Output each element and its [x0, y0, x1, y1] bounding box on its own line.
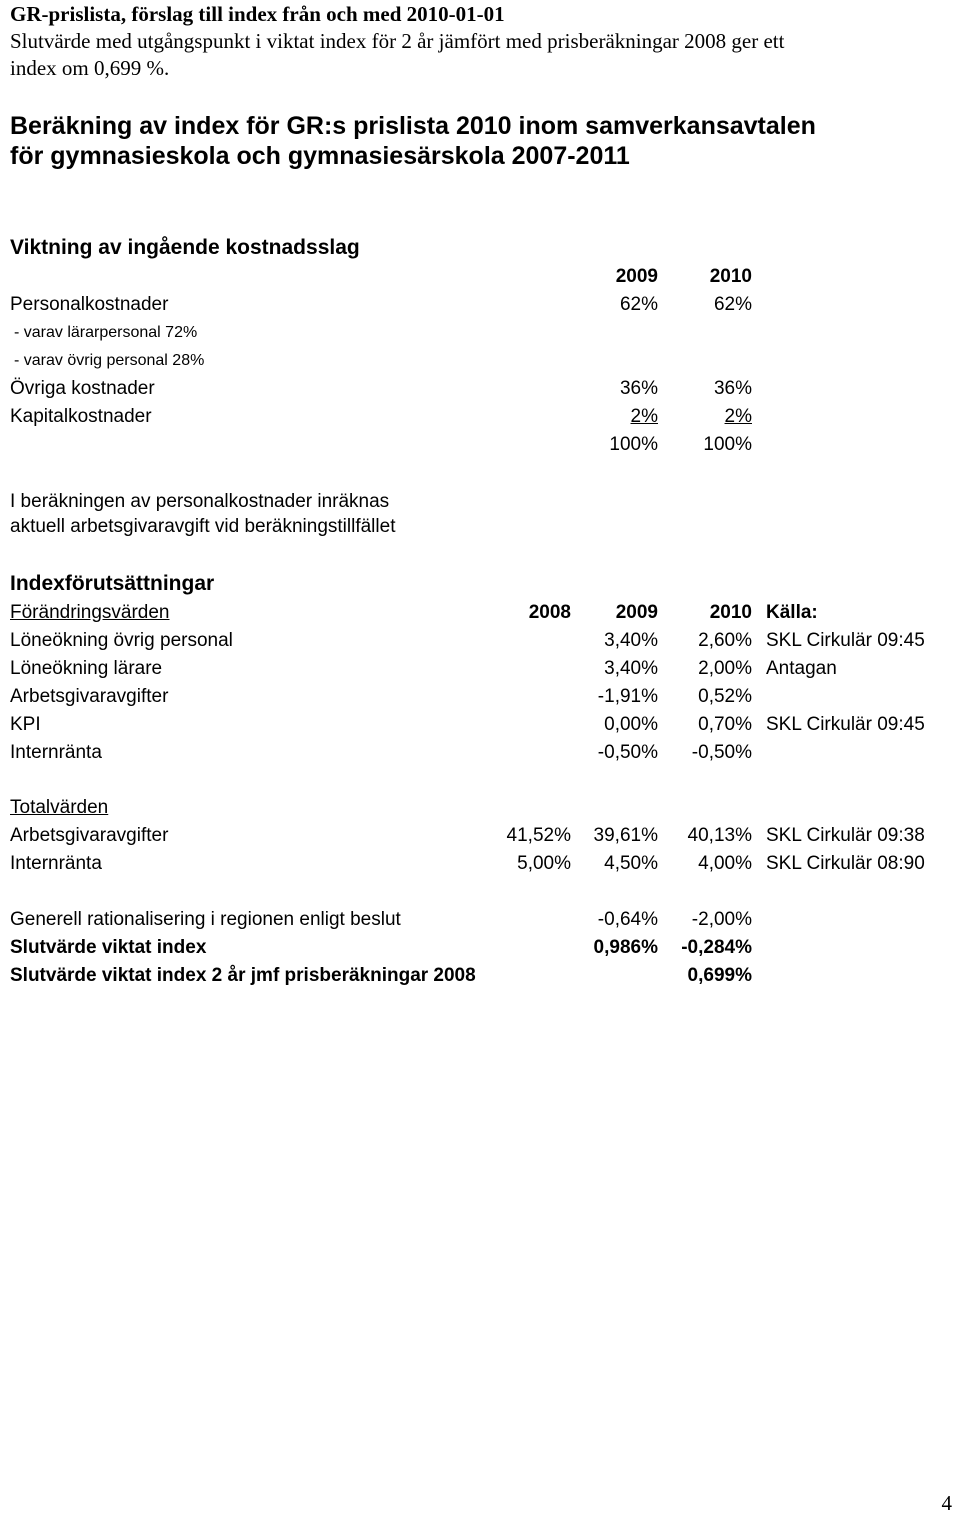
row-2009: 3,40% [604, 630, 658, 651]
other-costs-2009: 36% [619, 378, 658, 399]
final-index-2010: -0,284% [681, 937, 752, 958]
row-source: SKL Cirkulär 09:38 [766, 825, 925, 846]
final-index-2yr-label: Slutvärde viktat index 2 år jmf prisberäkningar 2008 [10, 965, 476, 986]
personal-label: Personalkostnader [10, 294, 169, 315]
row-label: Löneökning lärare [10, 658, 163, 679]
row-2010: 40,13% [687, 825, 752, 846]
sub-teachers: - varav lärarpersonal 72% [14, 324, 198, 341]
final-index-2yr-value: 0,699% [687, 965, 752, 986]
rationalisation-2010: -2,00% [691, 909, 752, 930]
calc-title-line-1: Beräkning av index för GR:s prislista 2010 inom samverkansavtalen [10, 112, 816, 140]
capital-2010: 2% [724, 406, 752, 427]
changes-header-source: Källa: [766, 602, 818, 623]
row-label: Arbetsgivaravgifter [10, 686, 169, 707]
row-2009: 3,40% [604, 658, 658, 679]
row-label: KPI [10, 714, 41, 735]
note-line-2: aktuell arbetsgivaravgift vid beräkningstillfället [10, 516, 396, 537]
row-source: SKL Cirkulär 09:45 [766, 630, 925, 651]
personal-2009: 62% [619, 294, 658, 315]
final-index-label: Slutvärde viktat index [10, 937, 207, 958]
row-2008: 41,52% [506, 825, 571, 846]
row-2009: 39,61% [593, 825, 658, 846]
row-2009: 0,00% [604, 714, 658, 735]
weighting-total-2009: 100% [609, 434, 658, 455]
personal-2010: 62% [713, 294, 752, 315]
changes-header-label: Förändringsvärden [10, 602, 170, 623]
row-2010: 2,00% [698, 658, 752, 679]
other-costs-2010: 36% [713, 378, 752, 399]
changes-header-2010: 2010 [709, 602, 752, 623]
row-source: Antagan [766, 658, 837, 679]
row-label: Löneökning övrig personal [10, 630, 233, 651]
row-2010: 0,52% [698, 686, 752, 707]
row-source: SKL Cirkulär 09:45 [766, 714, 925, 735]
rationalisation-2009: -0,64% [597, 909, 658, 930]
intro-line-2: index om 0,699 %. [10, 56, 170, 80]
capital-label: Kapitalkostnader [10, 406, 152, 427]
intro-line-1: Slutvärde med utgångspunkt i viktat index för 2 år jämfört med prisberäkningar 2008 ger ett [10, 29, 785, 53]
row-2010: 2,60% [698, 630, 752, 651]
row-2008: 5,00% [517, 853, 571, 874]
other-costs-label: Övriga kostnader [10, 378, 155, 399]
index-title: Indexförutsättningar [10, 572, 215, 595]
changes-header-2008: 2008 [528, 602, 571, 623]
capital-2009: 2% [630, 406, 658, 427]
note-line-1: I beräkningen av personalkostnader inräknas [10, 491, 390, 512]
row-2009: -0,50% [597, 742, 658, 763]
weighting-col-2009: 2009 [615, 266, 658, 287]
document-title: GR-prislista, förslag till index från och med 2010-01-01 [10, 2, 505, 26]
changes-header-2009: 2009 [615, 602, 658, 623]
row-2010: 0,70% [698, 714, 752, 735]
row-label: Internränta [10, 853, 102, 874]
page-number: 4 [941, 1491, 952, 1515]
row-2009: -1,91% [597, 686, 658, 707]
row-label: Arbetsgivaravgifter [10, 825, 169, 846]
weighting-title: Viktning av ingående kostnadsslag [10, 236, 360, 259]
weighting-col-2010: 2010 [709, 266, 752, 287]
row-source: SKL Cirkulär 08:90 [766, 853, 925, 874]
sub-other-staff: - varav övrig personal 28% [14, 352, 205, 369]
rationalisation-label: Generell rationalisering i regionen enligt beslut [10, 909, 401, 930]
totals-header: Totalvärden [10, 797, 109, 818]
row-2010: 4,00% [698, 853, 752, 874]
row-2009: 4,50% [604, 853, 658, 874]
weighting-total-2010: 100% [703, 434, 752, 455]
final-index-2009: 0,986% [593, 937, 658, 958]
row-2010: -0,50% [691, 742, 752, 763]
calc-title-line-2: för gymnasieskola och gymnasiesärskola 2007-2011 [10, 142, 630, 170]
row-label: Internränta [10, 742, 102, 763]
